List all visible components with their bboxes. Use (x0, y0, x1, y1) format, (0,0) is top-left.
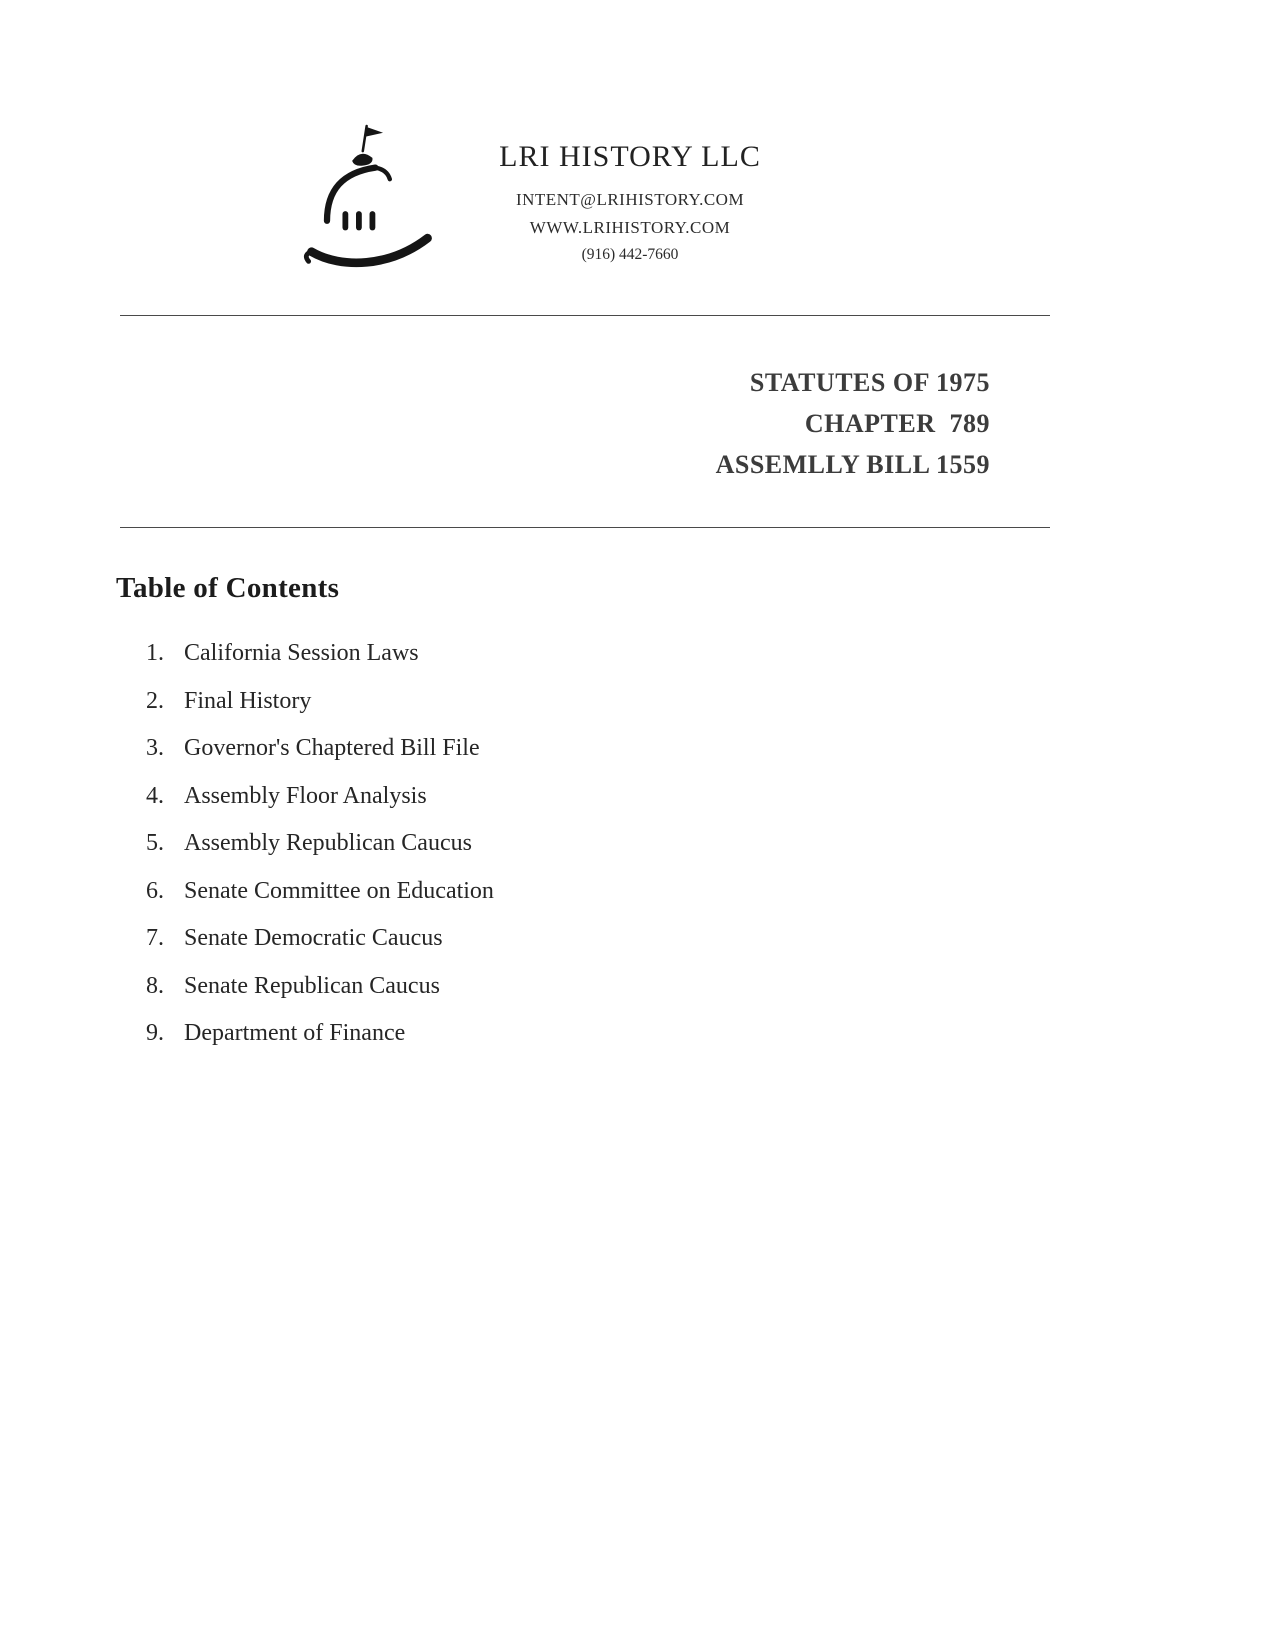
toc-item (146, 689, 1050, 713)
toc-item-number: 1. (146, 640, 164, 666)
toc-item (146, 784, 1050, 808)
toc-item-number: 7. (146, 925, 164, 951)
toc-item (146, 831, 1050, 855)
toc-item-number: 6. (146, 877, 164, 904)
company-name: LRI HISTORY LLC (499, 140, 761, 173)
toc-item-label: Department of Finance (184, 1020, 406, 1046)
toc-item-label: Assembly Floor Analysis (184, 782, 427, 809)
capitol-building-icon (298, 122, 443, 277)
letterhead (298, 0, 1050, 277)
statutes-line: STATUTES OF 1975 (749, 368, 990, 397)
email-text: INTENT@LRIHISTORY.COM (515, 190, 745, 209)
toc-item (146, 641, 1050, 665)
toc-item-label: Senate Republican Caucus (184, 972, 440, 999)
website-text: WWW.LRIHISTORY.COM (529, 218, 731, 237)
toc-item (146, 879, 1050, 903)
phone-text: (916) 442-7660 (581, 246, 679, 263)
toc-item (146, 926, 1050, 950)
toc-item-label: California Session Laws (184, 640, 419, 666)
chapter-line: CHAPTER 789 (804, 409, 990, 438)
toc-item (146, 1021, 1050, 1045)
toc-item-number: 9. (146, 1020, 164, 1046)
title-block (120, 362, 1050, 485)
toc-list (146, 641, 1050, 1045)
divider-bottom (120, 527, 1050, 528)
toc-item-label: Senate Democratic Caucus (184, 925, 443, 951)
toc-item-number: 8. (146, 972, 164, 999)
toc-item-label: Senate Committee on Education (184, 877, 494, 904)
toc-item-label: Final History (184, 687, 312, 714)
toc-item-label: Assembly Republican Caucus (184, 830, 472, 856)
assembly-bill-line: ASSEMLLY BILL 1559 (715, 450, 990, 479)
toc-item-number: 2. (146, 687, 164, 714)
divider-top (120, 315, 1050, 316)
letterhead-text (475, 122, 785, 264)
toc-item (146, 736, 1050, 760)
toc-item-number: 4. (146, 782, 164, 809)
toc-item (146, 974, 1050, 998)
toc-item-label: Governor's Chaptered Bill File (184, 735, 480, 761)
toc-item-number: 3. (146, 735, 164, 761)
toc-item-number: 5. (146, 830, 164, 856)
toc-heading: Table of Contents (116, 572, 340, 604)
